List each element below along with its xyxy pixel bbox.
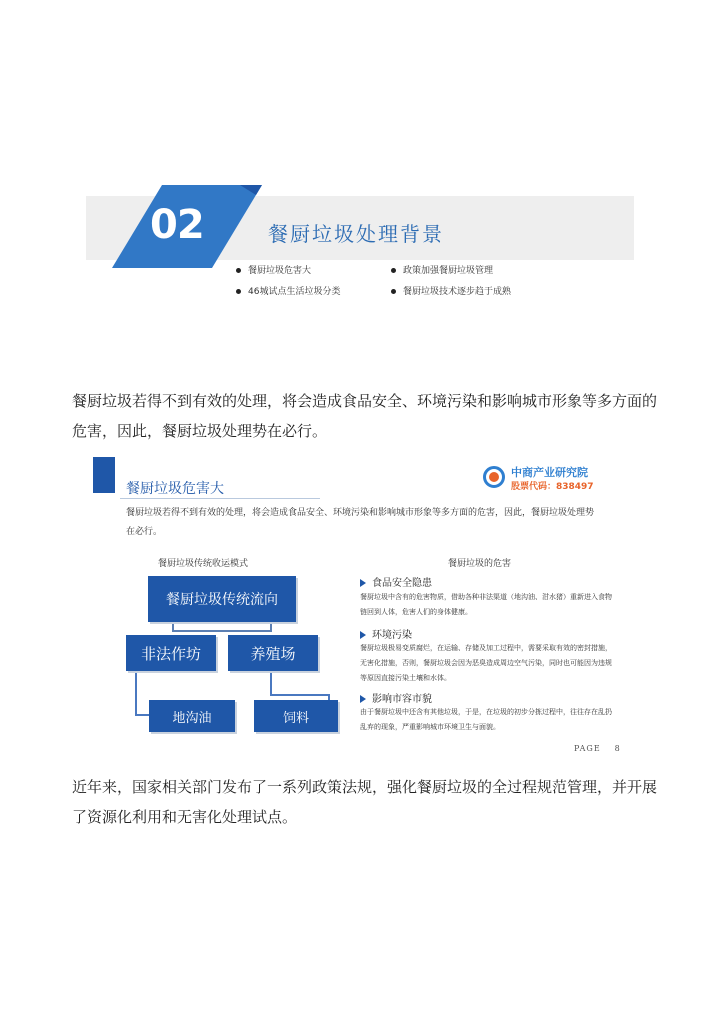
harm-description: 餐厨垃圾中含有的危害物质，借助各种非法渠道（地沟油、泔水猪）重新进入食物链回到人体，危害人们的身体健康。 xyxy=(360,593,612,616)
figure-title: 餐厨垃圾危害大 xyxy=(126,481,224,497)
figure-intro-text: 餐厨垃圾若得不到有效的处理，将会造成食品安全、环境污染和影响城市形象等多方面的危害，因此，餐厨垃圾处理势在必行。 xyxy=(126,508,595,537)
triangle-right-icon xyxy=(360,631,366,639)
figure-title-marker xyxy=(93,457,115,493)
harm-description: 由于餐厨垃圾中还含有其他垃圾，于是，在垃圾的初步分拣过程中，往往存在乱扔乱弃的现象，严重影响城市环境卫生与面貌。 xyxy=(360,708,612,731)
harm-title: 影响市容市貌 xyxy=(360,690,432,705)
triangle-right-icon xyxy=(360,579,366,587)
flow-connector xyxy=(135,714,149,716)
harm-description: 餐厨垃圾极易变质腐烂，在运输、存储及加工过程中，需要采取有效的密封措施，无害化措施，否则，餐厨垃圾会因为恶臭造成周边空气污染，同时也可能因为违规等原因直接污染土壤和水体。 xyxy=(360,644,612,682)
figure-harms xyxy=(88,452,621,764)
section-title: 餐厨垃圾处理背景 xyxy=(268,222,444,246)
bullet-dot-icon xyxy=(391,289,396,294)
paragraph-intro: 餐厨垃圾若得不到有效的处理，将会造成食品安全、环境污染和影响城市形象等多方面的危害，因此，餐厨垃圾处理势在必行。 xyxy=(72,392,658,440)
harms-heading: 餐厨垃圾的危害 xyxy=(448,559,512,569)
bullet-dot-icon xyxy=(391,268,396,273)
bullet-item: 46城试点生活垃圾分类 xyxy=(236,284,340,297)
flow-connector xyxy=(270,623,272,631)
flow-box-feed: 饲料 xyxy=(254,700,338,732)
flow-connector xyxy=(270,672,272,696)
flow-connector xyxy=(135,672,137,716)
company-logo: 中商产业研究院 股票代码：838497 xyxy=(483,462,613,494)
bullet-item: 餐厨垃圾技术逐步趋于成熟 xyxy=(391,284,511,297)
logo-dot-icon xyxy=(489,472,499,482)
harm-title: 环境污染 xyxy=(360,626,412,641)
paragraph-policy: 近年来，国家相关部门发布了一系列政策法规，强化餐厨垃圾的全过程规范管理，并开展了资源化利用和无害化处理试点。 xyxy=(72,778,658,826)
harm-title: 食品安全隐患 xyxy=(360,574,432,589)
triangle-right-icon xyxy=(360,695,366,703)
figure-title-underline xyxy=(120,498,320,499)
flow-connector xyxy=(270,694,330,696)
flow-connector xyxy=(172,630,272,632)
bullet-dot-icon xyxy=(236,268,241,273)
bullet-item: 政策加强餐厨垃圾管理 xyxy=(391,263,493,276)
flow-root-box: 餐厨垃圾传统流向 xyxy=(148,576,296,622)
flow-box-farm: 养殖场 xyxy=(228,635,318,671)
section-number: 02 xyxy=(150,202,204,248)
figure-page-number: PAGE 8 xyxy=(574,744,621,753)
flow-box-workshop: 非法作坊 xyxy=(126,635,216,671)
flow-box-gutter-oil: 地沟油 xyxy=(149,700,235,732)
flow-heading: 餐厨垃圾传统收运模式 xyxy=(158,559,249,569)
bullet-item: 餐厨垃圾危害大 xyxy=(236,263,311,276)
bullet-dot-icon xyxy=(236,289,241,294)
